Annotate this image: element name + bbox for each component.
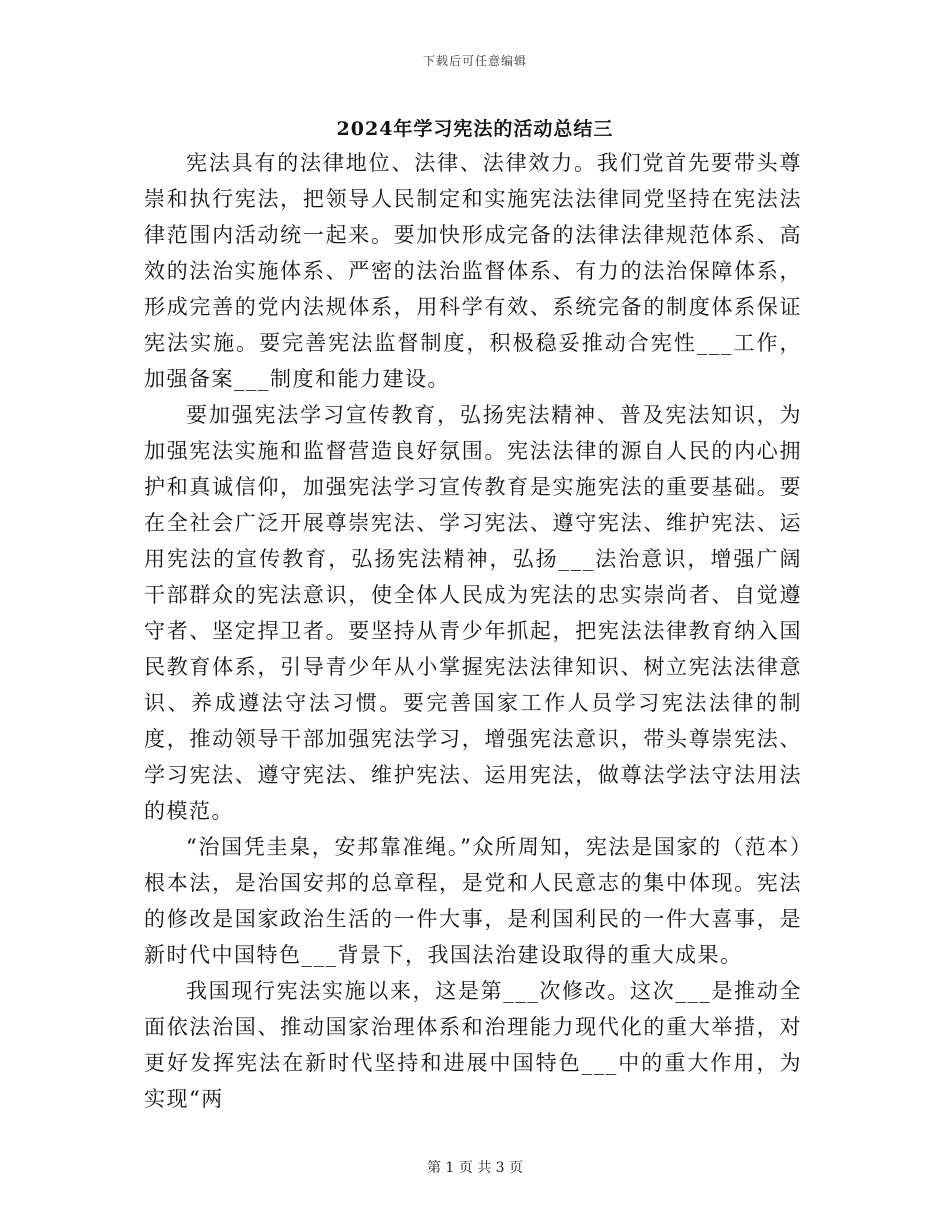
document-title: 2024年学习宪法的活动总结三 <box>336 118 614 140</box>
header-note: 下载后可任意编辑 <box>422 54 527 68</box>
paragraph-4: 我国现行宪法实施以来，这是第___次修改。这次___是推动全面依法治国、推动国家治理体系和治理能力现代化的重大举措，对更好发挥宪法在新时代坚持和进展中国特色___中的重大作用，为实现“两 <box>144 979 802 1111</box>
page-number: 第 1 页 共 3 页 <box>426 1160 524 1176</box>
paragraph-3: “治国凭圭臬，安邦靠准绳。”众所周知，宪法是国家的（范本）根本法，是治国安邦的总章程，是党和人民意志的集中体现。宪法的修改是国家政治生活的一件大事，是利国利民的一件大喜事，是新时代中国特色___背景下，我国法治建设取得的重大成果。 <box>144 835 802 967</box>
paragraph-2: 要加强宪法学习宣传教育，弘扬宪法精神、普及宪法知识，为加强宪法实施和监督营造良好氛围。宪法法律的源自人民的内心拥护和真诚信仰，加强宪法学习宣传教育是实施宪法的重要基础。要在全社会广泛开展尊崇宪法、学习宪法、遵守宪法、维护宪法、运用宪法的宣传教育，弘扬宪法精神，弘扬___法治意识，增强广阔干部群众的宪法意识，使全体人民成为宪法的忠实崇尚者、自觉遵守者、坚定捍卫者。要坚持从青少年抓起，把宪法法律教育纳入国民教育体系，引导青少年从小掌握宪法法律知识、树立宪法法律意识、养成遵法守法习惯。要完善国家工作人员学习宪法法律的制度，推动领导干部加强宪法学习，增强宪法意识，带头尊崇宪法、学习宪法、遵守宪法、维护宪法、运用宪法，做尊法学法守法用法的模范。 <box>144 403 802 823</box>
paragraph-1: 宪法具有的法律地位、法律、法律效力。我们党首先要带头尊崇和执行宪法，把领导人民制定和实施宪法法律同党坚持在宪法法律范围内活动统一起来。要加快形成完备的法律法律规范体系、高效的法治实施体系、严密的法治监督体系、有力的法治保障体系，形成完善的党内法规体系，用科学有效、系统完备的制度体系保证宪法实施。要完善宪法监督制度，积极稳妥推动合宪性___工作，加强备案___制度和能力建设。 <box>144 151 802 391</box>
document-body <box>144 145 802 1117</box>
